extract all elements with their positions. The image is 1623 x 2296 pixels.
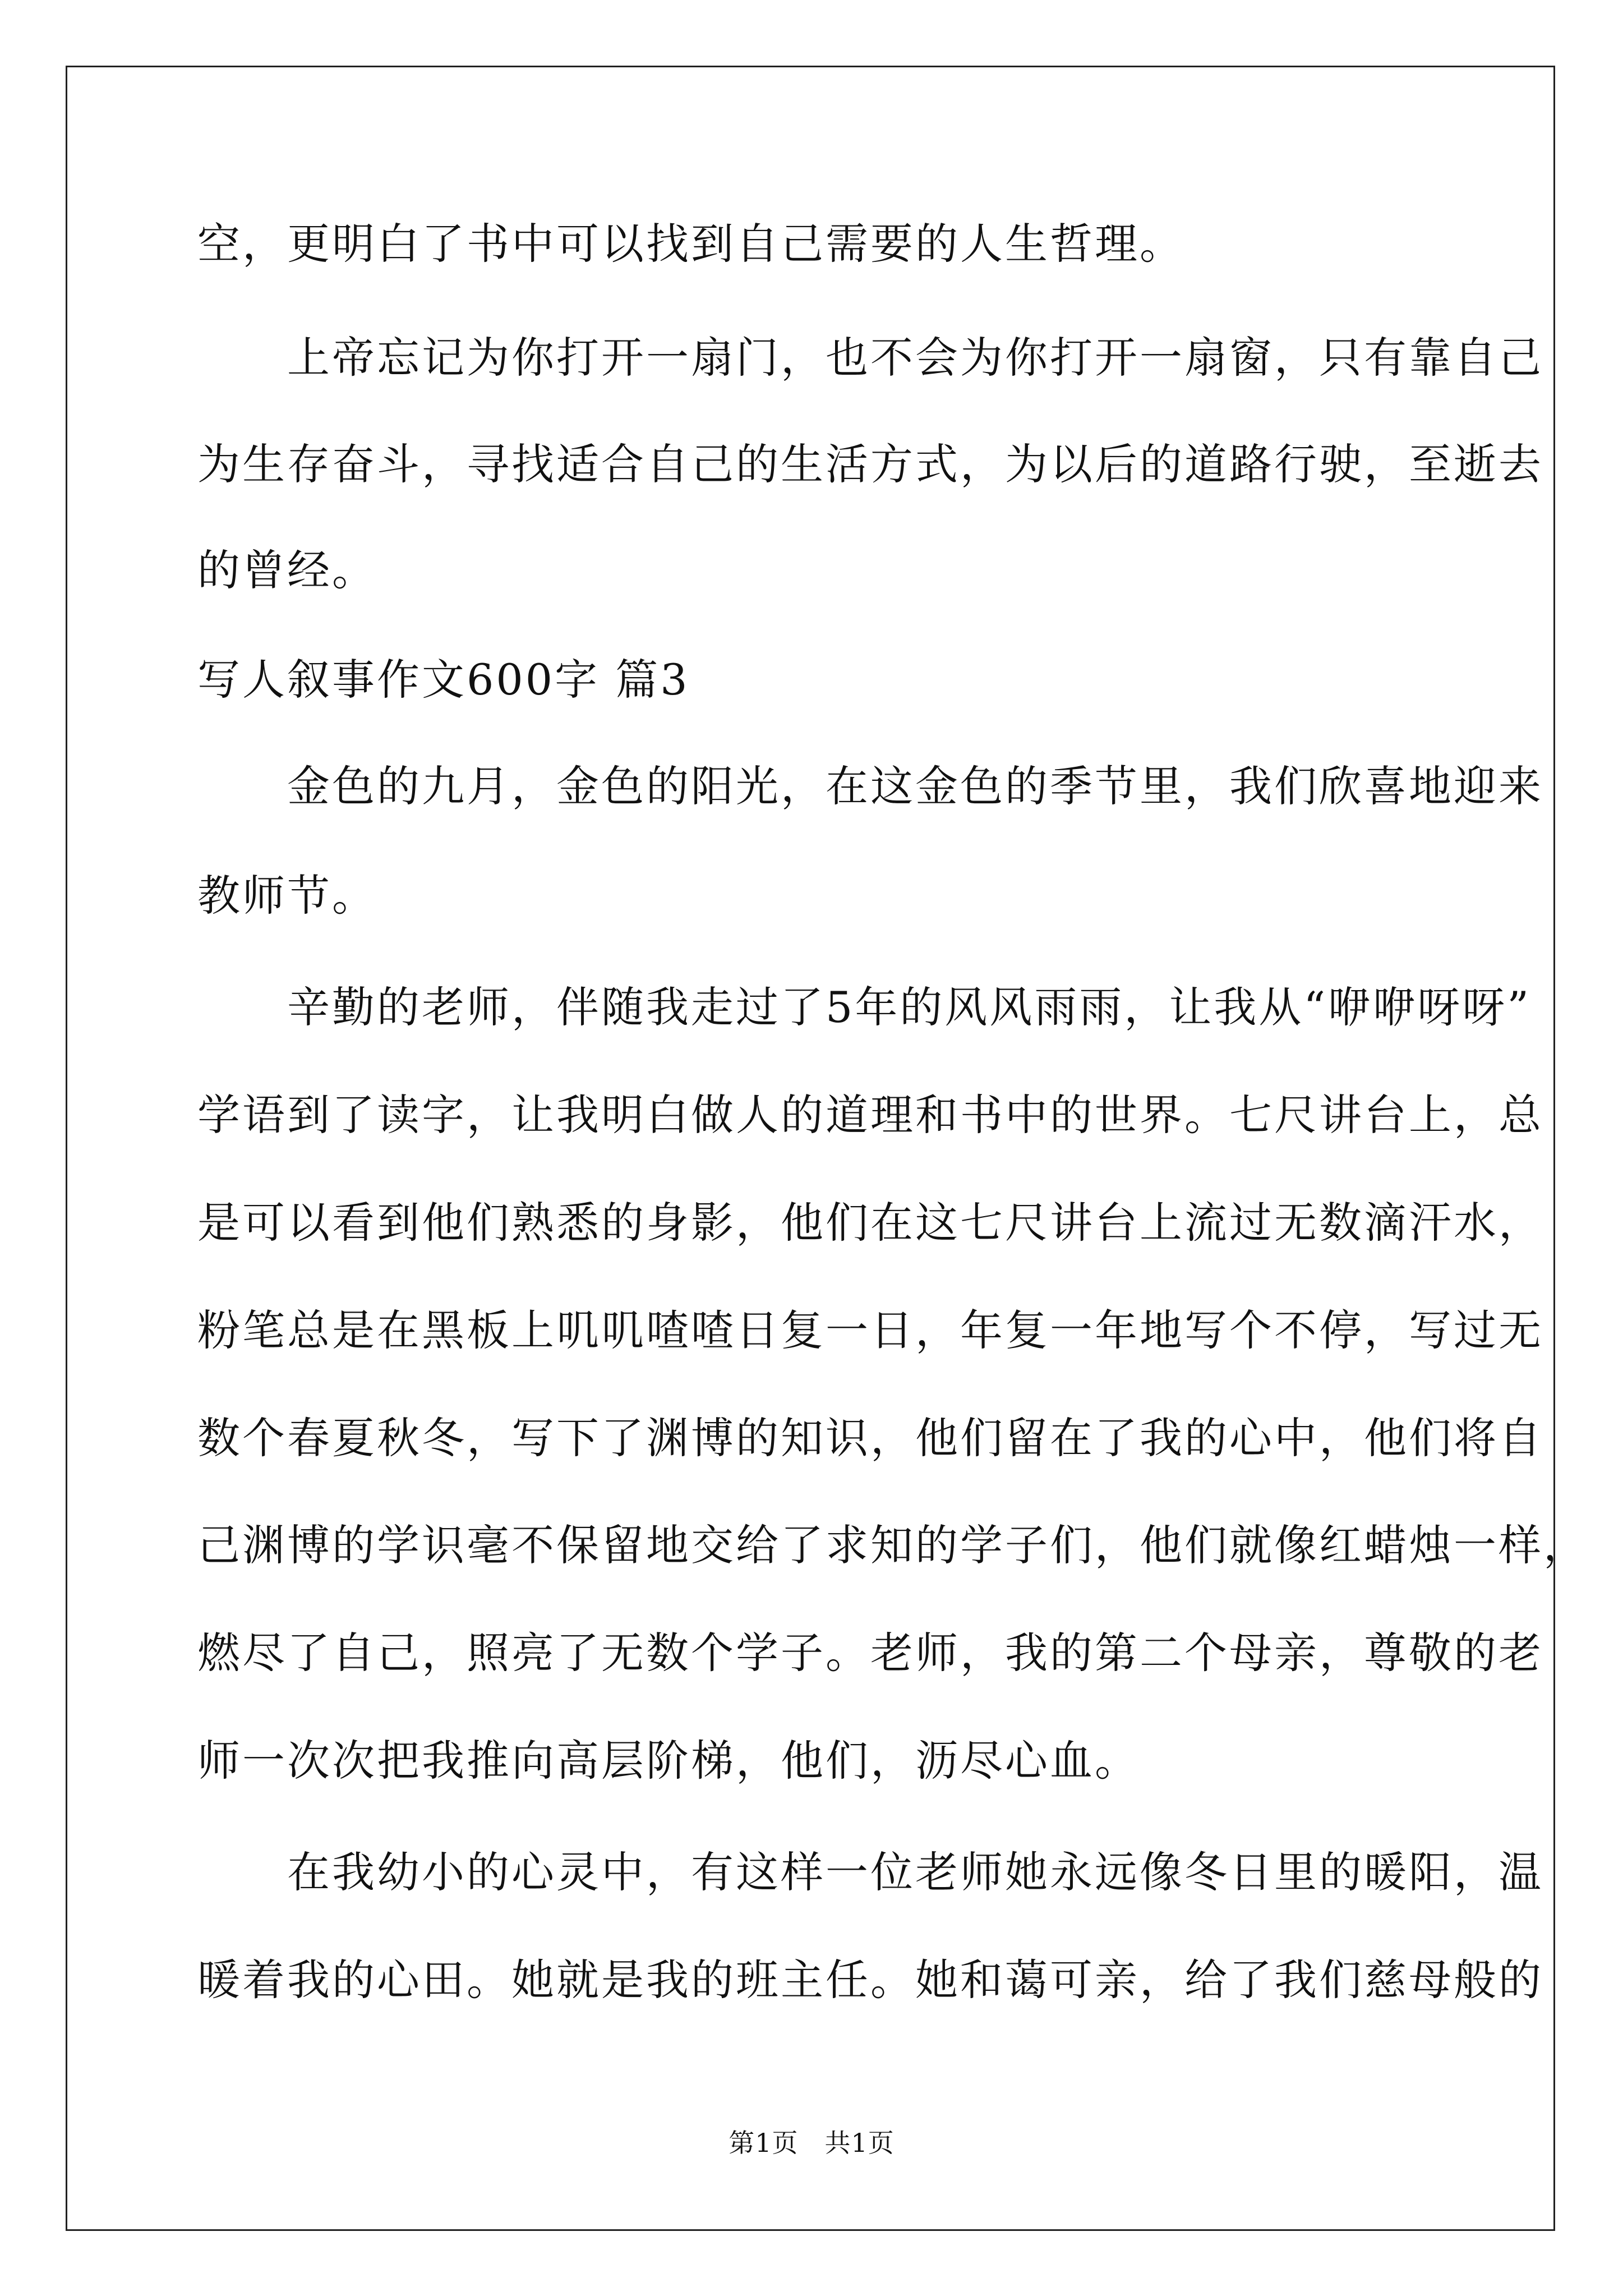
text-line: 己渊博的学识毫不保留地交给了求知的学子们，他们就像红蜡烛一样， <box>197 1520 1588 1570</box>
text-line: 暖着我的心田。她就是我的班主任。她和蔼可亲，给了我们慈母般的 <box>197 1955 1543 2005</box>
section-heading: 写人叙事作文600字 篇3 <box>197 655 690 705</box>
text-line: 是可以看到他们熟悉的身影，他们在这七尺讲台上流过无数滴汗水， <box>197 1198 1543 1248</box>
page-border <box>66 66 1555 2231</box>
text-line: 燃尽了自己，照亮了无数个学子。老师，我的第二个母亲，尊敬的老 <box>197 1628 1543 1678</box>
text-line: 的曾经。 <box>197 545 377 595</box>
text-line: 师一次次把我推向高层阶梯，他们，沥尽心血。 <box>197 1736 1140 1786</box>
text-line: 教师节。 <box>197 871 377 921</box>
text-line: 辛勤的老师，伴随我走过了5年的风风雨雨，让我从“咿咿呀呀” <box>197 982 1532 1032</box>
text-line: 数个春夏秋冬，写下了渊博的知识，他们留在了我的心中，他们将自 <box>197 1413 1543 1463</box>
text-line: 为生存奋斗，寻找适合自己的生活方式，为以后的道路行驶，至逝去 <box>197 439 1543 489</box>
text-line: 上帝忘记为你打开一扇门，也不会为你打开一扇窗，只有靠自己 <box>197 333 1543 383</box>
page-number-footer: 第1页 共1页 <box>728 2128 895 2158</box>
text-line: 金色的九月，金色的阳光，在这金色的季节里，我们欣喜地迎来 <box>197 761 1543 811</box>
text-line: 在我幼小的心灵中，有这样一位老师她永远像冬日里的暖阳，温 <box>197 1847 1543 1897</box>
text-line: 学语到了读字，让我明白做人的道理和书中的世界。七尺讲台上，总 <box>197 1090 1543 1140</box>
text-line: 粉笔总是在黑板上叽叽喳喳日复一日，年复一年地写个不停，写过无 <box>197 1305 1543 1355</box>
text-line: 空，更明白了书中可以找到自己需要的人生哲理。 <box>197 219 1184 269</box>
